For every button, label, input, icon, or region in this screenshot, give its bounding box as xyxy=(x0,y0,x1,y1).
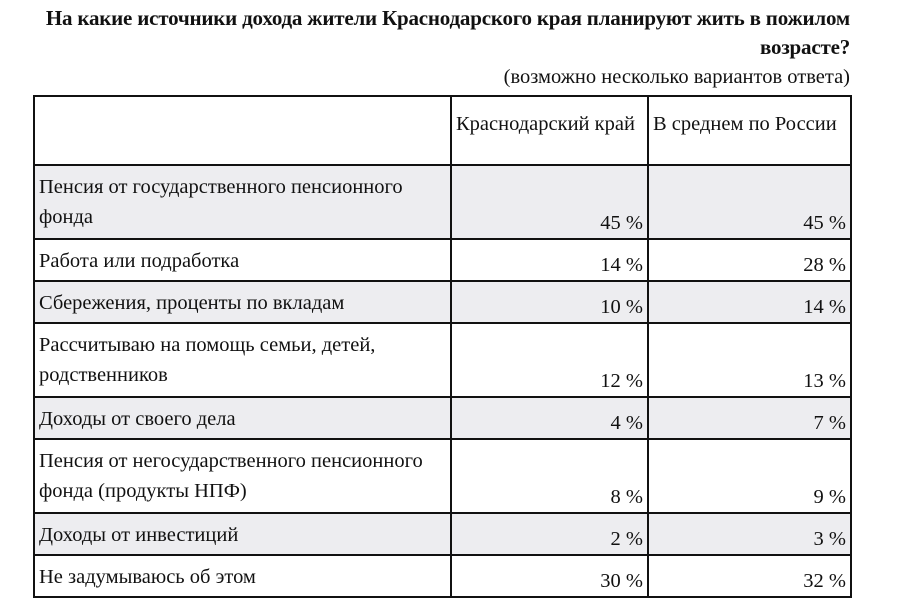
table-row xyxy=(34,281,851,323)
value-krasnodar: 14 % xyxy=(451,239,648,281)
value-krasnodar: 2 % xyxy=(451,513,648,555)
table-row xyxy=(34,239,851,281)
row-label: Пенсия от государственного пенсионного фонда xyxy=(34,165,451,239)
value-krasnodar: 4 % xyxy=(451,397,648,439)
value-krasnodar: 10 % xyxy=(451,281,648,323)
header-empty-cell xyxy=(34,96,451,165)
value-russia: 28 % xyxy=(648,239,851,281)
row-label: Доходы от инвестиций xyxy=(34,513,451,555)
value-krasnodar: 45 % xyxy=(451,165,648,239)
table-row xyxy=(34,397,851,439)
value-krasnodar: 8 % xyxy=(451,439,648,513)
row-label: Работа или подработка xyxy=(34,239,451,281)
value-russia: 9 % xyxy=(648,439,851,513)
value-krasnodar: 30 % xyxy=(451,555,648,597)
header-russia-average: В среднем по России xyxy=(648,96,851,165)
table-row xyxy=(34,323,851,397)
row-label: Не задумываюсь об этом xyxy=(34,555,451,597)
value-russia: 7 % xyxy=(648,397,851,439)
value-russia: 3 % xyxy=(648,513,851,555)
page-subtitle: (возможно несколько вариантов ответа) xyxy=(503,66,850,88)
page-title: На какие источники дохода жители Краснодарского края планируют жить в пожилом возрасте? xyxy=(45,6,850,59)
table-row xyxy=(34,165,851,239)
table-row xyxy=(34,513,851,555)
table-row xyxy=(34,555,851,597)
header-krasnodar: Краснодарский край xyxy=(451,96,648,165)
value-russia: 13 % xyxy=(648,323,851,397)
row-label: Рассчитываю на помощь семьи, детей, родственников xyxy=(34,323,451,397)
row-label: Доходы от своего дела xyxy=(34,397,451,439)
table-row xyxy=(34,439,851,513)
value-russia: 32 % xyxy=(648,555,851,597)
value-russia: 14 % xyxy=(648,281,851,323)
table-header-row xyxy=(34,96,851,165)
value-russia: 45 % xyxy=(648,165,851,239)
row-label: Сбережения, проценты по вкладам xyxy=(34,281,451,323)
income-sources-table xyxy=(33,95,852,598)
row-label: Пенсия от негосударственного пенсионного фонда (продукты НПФ) xyxy=(34,439,451,513)
value-krasnodar: 12 % xyxy=(451,323,648,397)
